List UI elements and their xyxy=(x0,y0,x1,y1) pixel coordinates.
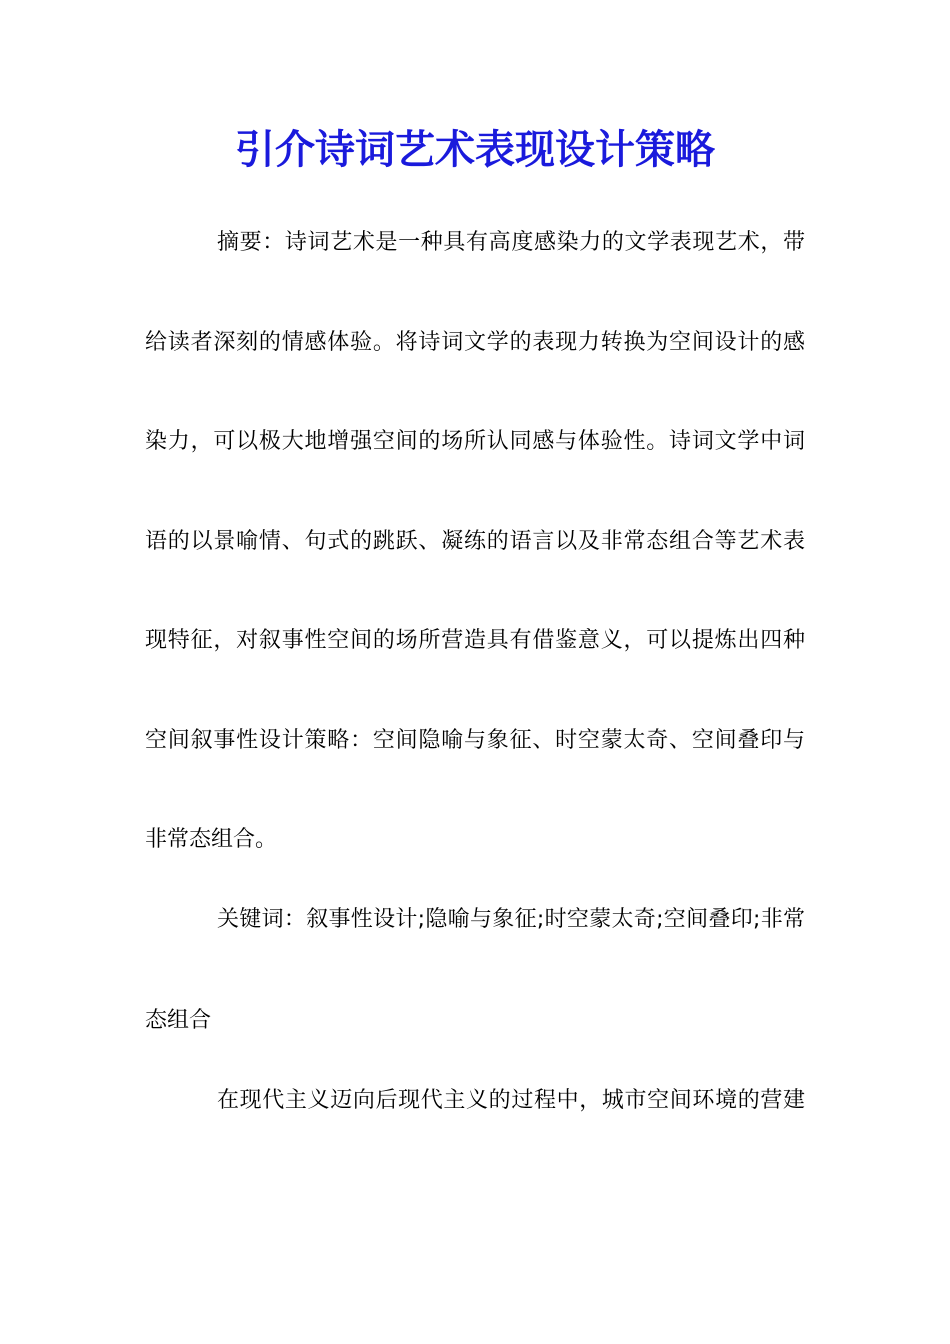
abstract-line-2: 给读者深刻的情感体验。将诗词文学的表现力转换为空间设计的感 xyxy=(145,330,805,355)
abstract-line-5: 现特征，对叙事性空间的场所营造具有借鉴意义，可以提炼出四种 xyxy=(145,628,805,653)
keywords-line-1: 关键词：叙事性设计;隐喻与象征;时空蒙太奇;空间叠印;非常 xyxy=(217,907,805,932)
abstract-line-6: 空间叙事性设计策略：空间隐喻与象征、时空蒙太奇、空间叠印与 xyxy=(145,728,805,753)
abstract-line-3: 染力，可以极大地增强空间的场所认同感与体验性。诗词文学中词 xyxy=(145,429,805,454)
body-line-1: 在现代主义迈向后现代主义的过程中，城市空间环境的营建 xyxy=(217,1088,805,1113)
abstract-line-7: 非常态组合。 xyxy=(145,827,278,852)
document-title: 引介诗词艺术表现设计策略 xyxy=(235,126,715,173)
abstract-line-1: 摘要：诗词艺术是一种具有高度感染力的文学表现艺术，带 xyxy=(217,230,805,255)
keywords-line-2: 态组合 xyxy=(145,1008,212,1033)
abstract-line-4: 语的以景喻情、句式的跳跃、凝练的语言以及非常态组合等艺术表 xyxy=(145,529,805,554)
